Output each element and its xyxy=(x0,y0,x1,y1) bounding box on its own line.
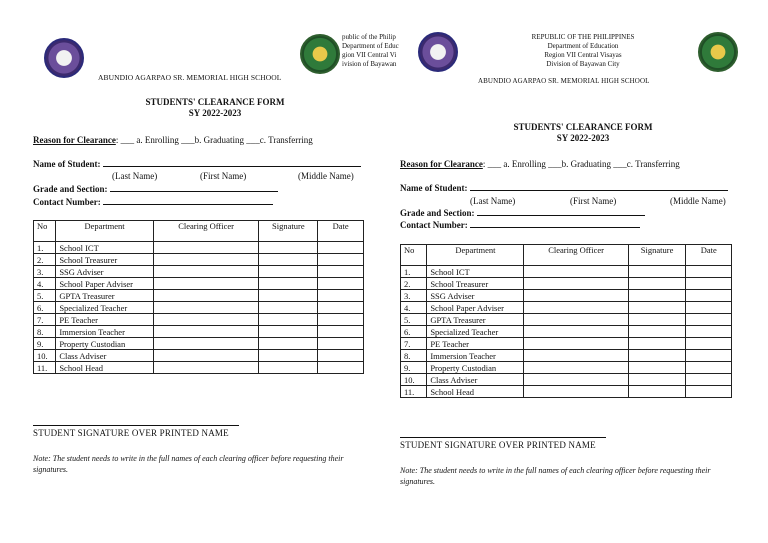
cell-date[interactable] xyxy=(686,302,732,314)
note: Note: The student needs to write in the full names of each clearing officer before requesting their signatures. xyxy=(33,454,344,474)
cell-no: 1. xyxy=(34,242,56,254)
cell-no: 10. xyxy=(34,350,56,362)
cell-date[interactable] xyxy=(318,278,364,290)
cell-clearing-officer[interactable] xyxy=(524,314,628,326)
cell-signature[interactable] xyxy=(259,326,318,338)
table-row xyxy=(34,266,364,278)
cell-no: 7. xyxy=(34,314,56,326)
cell-date[interactable] xyxy=(686,386,732,398)
cell-signature[interactable] xyxy=(628,326,686,338)
cell-signature[interactable] xyxy=(259,254,318,266)
cell-date[interactable] xyxy=(318,314,364,326)
table-body xyxy=(34,242,364,374)
cell-clearing-officer[interactable] xyxy=(153,326,259,338)
cell-date[interactable] xyxy=(686,362,732,374)
cell-department: SSG Adviser xyxy=(56,266,153,278)
cell-department: School Treasurer xyxy=(56,254,153,266)
last-name-sublabel: (Last Name) xyxy=(112,171,158,181)
cell-clearing-officer[interactable] xyxy=(524,362,628,374)
cell-date[interactable] xyxy=(318,290,364,302)
cell-no: 11. xyxy=(401,386,427,398)
cell-no: 9. xyxy=(401,362,427,374)
table-row xyxy=(401,290,732,302)
cell-no: 11. xyxy=(34,362,56,374)
col-signature: Signature xyxy=(628,245,686,266)
signature-label: STUDENT SIGNATURE OVER PRINTED NAME xyxy=(400,440,596,450)
table-row xyxy=(401,314,732,326)
cell-date[interactable] xyxy=(686,374,732,386)
header-cut-text: public of the Philip Department of Educ gion VII Central Vi ivision of Bayawan xyxy=(342,33,399,68)
deped-seal-icon xyxy=(44,38,84,78)
clearance-table xyxy=(33,220,364,374)
cell-department: SSG Adviser xyxy=(427,290,524,302)
form-title: STUDENTS' CLEARANCE FORM SY 2022-2023 xyxy=(145,97,285,118)
cell-date[interactable] xyxy=(686,350,732,362)
cell-signature[interactable] xyxy=(259,350,318,362)
signature-line xyxy=(33,425,239,426)
table-row xyxy=(34,314,364,326)
school-name: ABUNDIO AGARPAO SR. MEMORIAL HIGH SCHOOL xyxy=(478,77,650,85)
cell-clearing-officer[interactable] xyxy=(153,314,259,326)
first-name-sublabel: (First Name) xyxy=(570,196,617,206)
cell-clearing-officer[interactable] xyxy=(524,302,628,314)
cell-date[interactable] xyxy=(318,362,364,374)
cell-no: 3. xyxy=(34,266,56,278)
cell-clearing-officer[interactable] xyxy=(153,254,259,266)
cell-no: 8. xyxy=(34,326,56,338)
cell-date[interactable] xyxy=(686,266,732,278)
header-text: REPUBLIC OF THE PHILIPPINES Department of Education Region VII Central Visayas Division of Bayawan City xyxy=(531,33,635,68)
table-row xyxy=(401,374,732,386)
cell-clearing-officer[interactable] xyxy=(524,374,628,386)
cell-date[interactable] xyxy=(686,290,732,302)
reason-line: Reason for Clearance: ___ a. Enrolling ___b. Graduating ___c. Transferring xyxy=(400,159,680,169)
cell-clearing-officer[interactable] xyxy=(153,278,259,290)
table-row xyxy=(34,326,364,338)
cell-signature[interactable] xyxy=(628,314,686,326)
table-row xyxy=(401,362,732,374)
table-header xyxy=(34,221,364,242)
cell-department: School ICT xyxy=(427,266,524,278)
table-header xyxy=(401,245,732,266)
cell-signature[interactable] xyxy=(628,278,686,290)
cell-department: Class Adviser xyxy=(56,350,153,362)
cell-date[interactable] xyxy=(318,350,364,362)
bayawan-city-seal-icon xyxy=(698,32,738,72)
contact-line: Contact Number: xyxy=(33,197,273,207)
cell-signature[interactable] xyxy=(259,338,318,350)
cell-no: 6. xyxy=(34,302,56,314)
col-clearing-officer: Clearing Officer xyxy=(524,245,628,266)
cell-date[interactable] xyxy=(318,242,364,254)
cell-date[interactable] xyxy=(686,338,732,350)
col-department: Department xyxy=(427,245,524,266)
cell-signature[interactable] xyxy=(628,362,686,374)
col-date: Date xyxy=(318,221,364,242)
table-row xyxy=(34,278,364,290)
cell-clearing-officer[interactable] xyxy=(153,350,259,362)
cell-signature[interactable] xyxy=(628,350,686,362)
cell-date[interactable] xyxy=(318,326,364,338)
cell-department: School Head xyxy=(427,386,524,398)
cell-clearing-officer[interactable] xyxy=(153,242,259,254)
cell-department: PE Teacher xyxy=(56,314,153,326)
cell-no: 5. xyxy=(401,314,427,326)
cell-no: 9. xyxy=(34,338,56,350)
last-name-sublabel: (Last Name) xyxy=(470,196,516,206)
cell-no: 10. xyxy=(401,374,427,386)
cell-date[interactable] xyxy=(318,302,364,314)
cell-department: GPTA Treasurer xyxy=(427,314,524,326)
cell-department: GPTA Treasurer xyxy=(56,290,153,302)
cell-department: Specialized Teacher xyxy=(56,302,153,314)
cell-no: 2. xyxy=(401,278,427,290)
cell-department: School Head xyxy=(56,362,153,374)
cell-clearing-officer[interactable] xyxy=(524,326,628,338)
bayawan-city-seal-icon xyxy=(300,34,340,74)
cell-clearing-officer[interactable] xyxy=(153,266,259,278)
cell-no: 5. xyxy=(34,290,56,302)
table-row xyxy=(34,302,364,314)
cell-date[interactable] xyxy=(686,314,732,326)
cell-signature[interactable] xyxy=(628,386,686,398)
cell-signature[interactable] xyxy=(259,266,318,278)
cell-signature[interactable] xyxy=(259,242,318,254)
cell-department: School Paper Adviser xyxy=(427,302,524,314)
middle-name-sublabel: (Middle Name) xyxy=(670,196,726,206)
table-row xyxy=(401,386,732,398)
cell-clearing-officer[interactable] xyxy=(153,362,259,374)
cell-date[interactable] xyxy=(686,278,732,290)
cell-clearing-officer[interactable] xyxy=(524,386,628,398)
cell-department: Property Custodian xyxy=(56,338,153,350)
table-row xyxy=(401,350,732,362)
cell-no: 4. xyxy=(34,278,56,290)
cell-clearing-officer[interactable] xyxy=(153,290,259,302)
table-row xyxy=(34,362,364,374)
school-name: ABUNDIO AGARPAO SR. MEMORIAL HIGH SCHOOL xyxy=(98,73,282,82)
cell-signature[interactable] xyxy=(628,290,686,302)
cell-clearing-officer[interactable] xyxy=(524,278,628,290)
cell-signature[interactable] xyxy=(628,266,686,278)
cell-signature[interactable] xyxy=(259,314,318,326)
cell-date[interactable] xyxy=(686,326,732,338)
cell-clearing-officer[interactable] xyxy=(524,350,628,362)
cell-clearing-officer[interactable] xyxy=(153,302,259,314)
cell-date[interactable] xyxy=(318,266,364,278)
cell-clearing-officer[interactable] xyxy=(153,338,259,350)
deped-seal-icon xyxy=(418,32,458,72)
middle-name-sublabel: (Middle Name) xyxy=(298,171,354,181)
cell-signature[interactable] xyxy=(628,338,686,350)
col-no: No xyxy=(34,221,56,242)
reason-line: Reason for Clearance: ___ a. Enrolling ___b. Graduating ___c. Transferring xyxy=(33,135,313,145)
name-line: Name of Student: xyxy=(33,159,361,169)
table-row xyxy=(34,254,364,266)
col-department: Department xyxy=(56,221,153,242)
signature-label: STUDENT SIGNATURE OVER PRINTED NAME xyxy=(33,428,229,438)
cell-clearing-officer[interactable] xyxy=(524,338,628,350)
table-row xyxy=(34,242,364,254)
grade-line: Grade and Section: xyxy=(33,184,278,194)
cell-department: Immersion Teacher xyxy=(56,326,153,338)
cell-department: Immersion Teacher xyxy=(427,350,524,362)
clearance-table xyxy=(400,244,732,398)
cell-signature[interactable] xyxy=(259,290,318,302)
cell-department: School Treasurer xyxy=(427,278,524,290)
table-row xyxy=(34,290,364,302)
signature-line xyxy=(400,437,606,438)
table-row xyxy=(401,278,732,290)
table-row xyxy=(401,338,732,350)
clearance-form-left xyxy=(30,0,400,543)
col-date: Date xyxy=(686,245,732,266)
cell-no: 4. xyxy=(401,302,427,314)
cell-department: PE Teacher xyxy=(427,338,524,350)
clearance-form-right xyxy=(398,0,768,543)
cell-no: 2. xyxy=(34,254,56,266)
table-row xyxy=(34,338,364,350)
cell-signature[interactable] xyxy=(259,302,318,314)
cell-date[interactable] xyxy=(318,338,364,350)
cell-date[interactable] xyxy=(318,254,364,266)
form-title: STUDENTS' CLEARANCE FORM SY 2022-2023 xyxy=(513,122,653,143)
cell-signature[interactable] xyxy=(259,278,318,290)
cell-department: Specialized Teacher xyxy=(427,326,524,338)
cell-department: Property Custodian xyxy=(427,362,524,374)
cell-department: Class Adviser xyxy=(427,374,524,386)
col-signature: Signature xyxy=(259,221,318,242)
cell-clearing-officer[interactable] xyxy=(524,290,628,302)
col-no: No xyxy=(401,245,427,266)
cell-no: 3. xyxy=(401,290,427,302)
cell-signature[interactable] xyxy=(628,374,686,386)
table-row xyxy=(401,302,732,314)
cell-no: 6. xyxy=(401,326,427,338)
first-name-sublabel: (First Name) xyxy=(200,171,247,181)
cell-clearing-officer[interactable] xyxy=(524,266,628,278)
table-row xyxy=(34,350,364,362)
table-row xyxy=(401,326,732,338)
cell-signature[interactable] xyxy=(259,362,318,374)
grade-line: Grade and Section: xyxy=(400,208,645,218)
name-line: Name of Student: xyxy=(400,183,728,193)
table-body xyxy=(401,266,732,398)
cell-no: 7. xyxy=(401,338,427,350)
contact-line: Contact Number: xyxy=(400,220,640,230)
note: Note: The student needs to write in the full names of each clearing officer before requesting their signatures. xyxy=(400,466,711,486)
cell-signature[interactable] xyxy=(628,302,686,314)
col-clearing-officer: Clearing Officer xyxy=(153,221,259,242)
cell-department: School Paper Adviser xyxy=(56,278,153,290)
cell-no: 1. xyxy=(401,266,427,278)
cell-department: School ICT xyxy=(56,242,153,254)
table-row xyxy=(401,266,732,278)
cell-no: 8. xyxy=(401,350,427,362)
